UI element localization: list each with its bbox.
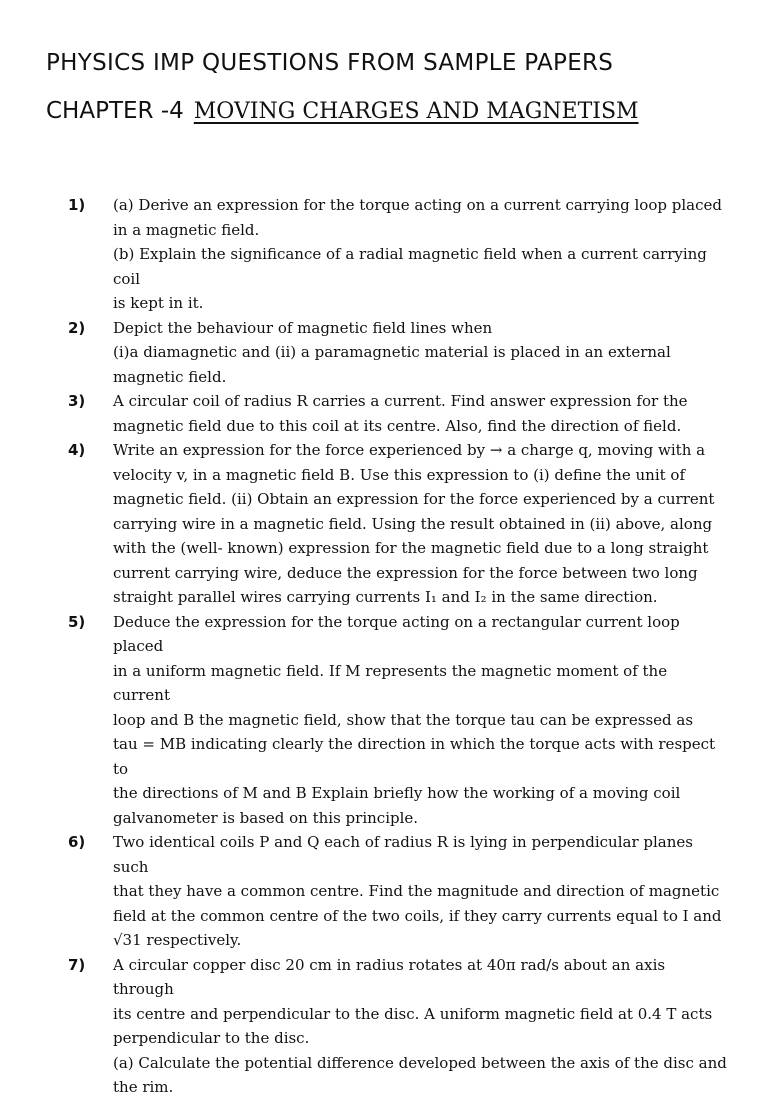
question-list (68, 193, 728, 1100)
question-number: 3) (68, 392, 86, 410)
question-item (68, 389, 728, 438)
question-item (68, 438, 728, 610)
chapter-topic: MOVING CHARGES AND MAGNETISM (193, 99, 639, 124)
question-text: Deduce the expression for the torque acting on a rectangular current loop placed in a uniform magnetic field. If M represents the magnetic moment of the current loop and B the magnetic field, show that the torque tau can be expressed as tau = MB indicating clearly the direction in which the torque acts with respect to the directions of M and B Explain briefly how the working of a moving coil galvanometer is based on this principle. (113, 612, 716, 827)
chapter-label: CHAPTER -4 (46, 98, 184, 124)
question-item (68, 316, 728, 390)
question-number: 2) (68, 318, 86, 337)
question-item (68, 953, 728, 1100)
question-text: A circular coil of radius R carries a current. Find answer expression for the magnetic field due to this coil at its centre. Also, find the direction of field. (113, 392, 688, 435)
question-text: (a) Derive an expression for the torque acting on a current carrying loop placed in a magnetic field. (b) Explain the significance of a radial magnetic field when a current carrying coil is kept in it. (113, 196, 722, 312)
chapter-heading (46, 98, 639, 124)
document-title: PHYSICS IMP QUESTIONS FROM SAMPLE PAPERS (46, 50, 614, 76)
question-text: Two identical coils P and Q each of radius R is lying in perpendicular planes such that they have a common centre. Find the magnitude and direction of magnetic field at the common centre of the two coils, if they carry currents equal to I and √31 respectively. (113, 833, 722, 949)
question-number: 5) (68, 612, 86, 631)
question-text: A circular copper disc 20 cm in radius rotates at 40π rad/s about an axis through its centre and perpendicular to the disc. A uniform magnetic field at 0.4 T acts perpendicular to the disc. (a) Calculate the potential difference developed between the axis of the disc and the rim. (113, 955, 727, 1096)
question-text: Depict the behaviour of magnetic field lines when (i)a diamagnetic and (ii) a paramagnetic material is placed in an external magnetic field. (113, 318, 671, 386)
question-text: Write an expression for the force experienced by → a charge q, moving with a velocity v, in a magnetic field B. Use this expression to (i) define the unit of magnetic field. (ii) Obtain an expression for the force experienced by a current carrying wire in a magnetic field. Using the result obtained in (ii) above, along with the (well- known) expression for the magnetic field due to a long straight current carrying wire, deduce the expression for the force between two long straight parallel wires carrying currents I₁ and I₂ in the same direction. (113, 441, 715, 606)
question-number: 4) (68, 441, 86, 459)
question-item (68, 193, 728, 316)
question-number: 7) (68, 955, 86, 974)
question-item (68, 610, 728, 831)
question-number: 1) (68, 196, 86, 214)
question-number: 6) (68, 833, 86, 851)
question-item (68, 830, 728, 953)
